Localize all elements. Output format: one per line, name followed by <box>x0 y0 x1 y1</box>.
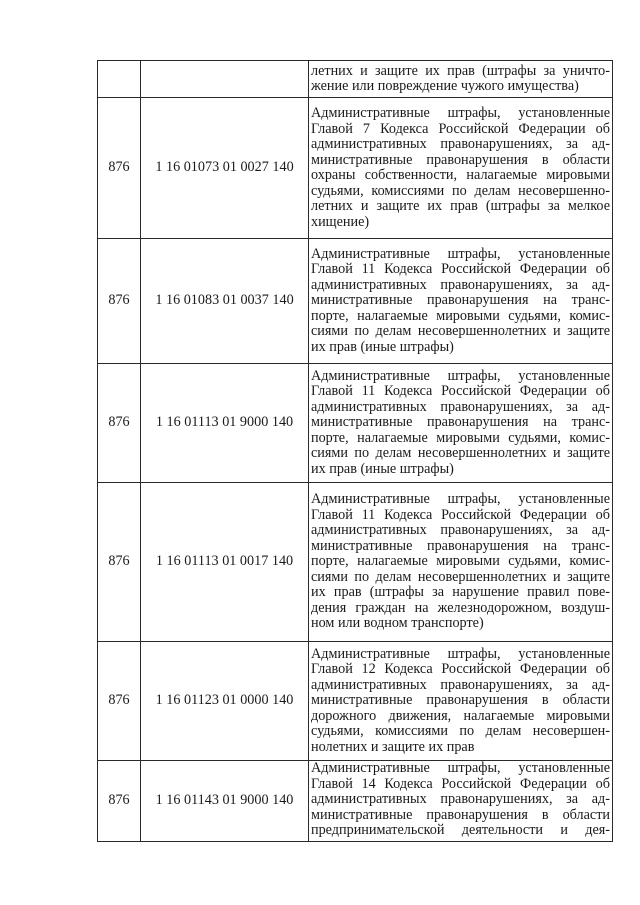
description-cell <box>309 761 613 842</box>
description-line: хищение) <box>311 214 370 230</box>
kbk-code-cell <box>141 61 309 98</box>
description-line: Административные штрафы, установленные <box>311 246 610 262</box>
table-row <box>98 364 613 483</box>
description-line: административных правонарушениях, за ад- <box>311 792 610 807</box>
description-line: министративные правонарушения в области <box>311 152 610 168</box>
description-line: Главой 11 Кодекса Российской Федерации об <box>311 384 610 400</box>
description-line: ном или водном транспорте) <box>311 616 484 632</box>
description-line: административных правонарушениях, за ад- <box>311 137 610 152</box>
description-line: Административные штрафы, установленные <box>311 646 610 662</box>
table-row <box>98 239 613 364</box>
description-line: судьями, комиссиями по делам несовершен- <box>311 724 610 740</box>
description-line: порте, налагаемые мировыми судьями, комис- <box>311 554 610 570</box>
description-line: Административные штрафы, установленные <box>311 761 610 776</box>
description-line: порте, налагаемые мировыми судьями, комис- <box>311 308 610 324</box>
description-line: министративные правонарушения в области <box>311 807 610 823</box>
description-line: порте, налагаемые мировыми судьями, комис- <box>311 430 610 446</box>
description-line: их прав (штрафы за нарушение правил пове- <box>311 585 610 601</box>
kbk-code-cell: 1 16 01073 01 0027 140 <box>141 98 309 239</box>
description-line: административных правонарушениях, за ад- <box>311 523 610 539</box>
kbk-code-cell: 1 16 01083 01 0037 140 <box>141 239 309 364</box>
admin-code-cell: 876 <box>98 483 141 642</box>
description-line: министративные правонарушения на транс- <box>311 538 610 554</box>
description-line: Главой 11 Кодекса Российской Федерации об <box>311 507 610 523</box>
admin-code-cell: 876 <box>98 642 141 761</box>
table-row <box>98 642 613 761</box>
description-line: административных правонарушениях, за ад- <box>311 399 610 415</box>
description-line: Административные штрафы, установленные <box>311 106 610 121</box>
description-line: охраны собственности, налагаемые мировыми <box>311 168 610 183</box>
description-cell <box>309 61 613 98</box>
table-row <box>98 98 613 239</box>
kbk-code-cell: 1 16 01113 01 9000 140 <box>141 364 309 483</box>
description-line: Административные штрафы, установленные <box>311 492 610 508</box>
description-line: Главой 14 Кодекса Российской Федерации об <box>311 776 610 792</box>
admin-code-cell: 876 <box>98 98 141 239</box>
description-line: министративные правонарушения в области <box>311 693 610 709</box>
description-line: жение или повреждение чужого имущества) <box>311 79 579 94</box>
table-row <box>98 483 613 642</box>
description-line: административных правонарушениях, за ад- <box>311 677 610 693</box>
table-body <box>98 61 613 842</box>
description-line: их прав (иные штрафы) <box>311 461 454 477</box>
admin-code-cell <box>98 61 141 98</box>
description-cell <box>309 642 613 761</box>
description-line: дорожного движения, налагаемые мировыми <box>311 708 610 724</box>
description-line: административных правонарушениях, за ад- <box>311 277 610 293</box>
description-cell <box>309 239 613 364</box>
description-line: нолетних и защите их прав <box>311 739 475 755</box>
description-line: сиями по делам несовершеннолетних и защите <box>311 569 610 585</box>
table-row <box>98 761 613 842</box>
description-line: министративные правонарушения на транс- <box>311 293 610 309</box>
description-line: летних и защите их прав (штрафы за уничто- <box>311 63 610 79</box>
admin-code-cell: 876 <box>98 761 141 842</box>
description-cell <box>309 483 613 642</box>
description-line: предпринимательской деятельности и дея- <box>311 823 610 838</box>
budget-codes-table <box>97 60 613 842</box>
kbk-code-cell: 1 16 01123 01 0000 140 <box>141 642 309 761</box>
description-line: судьями, комиссиями по делам несовершенно- <box>311 183 610 199</box>
description-cell <box>309 364 613 483</box>
description-line: сиями по делам несовершеннолетних и защите <box>311 446 610 462</box>
kbk-code-cell: 1 16 01143 01 9000 140 <box>141 761 309 842</box>
admin-code-cell: 876 <box>98 364 141 483</box>
admin-code-cell: 876 <box>98 239 141 364</box>
description-line: дения граждан на железнодорожном, воздуш- <box>311 600 610 616</box>
kbk-code-cell: 1 16 01113 01 0017 140 <box>141 483 309 642</box>
table-row <box>98 61 613 98</box>
description-line: министративные правонарушения на транс- <box>311 415 610 431</box>
description-line: летних и защите их прав (штрафы за мелкое <box>311 199 610 214</box>
description-line: их прав (иные штрафы) <box>311 339 454 355</box>
description-line: Главой 11 Кодекса Российской Федерации об <box>311 262 610 278</box>
description-line: Главой 12 Кодекса Российской Федерации об <box>311 662 610 678</box>
description-line: Административные штрафы, установленные <box>311 368 610 384</box>
description-line: Главой 7 Кодекса Российской Федерации об <box>311 121 610 137</box>
description-line: сиями по делам несовершеннолетних и защите <box>311 324 610 340</box>
description-cell <box>309 98 613 239</box>
